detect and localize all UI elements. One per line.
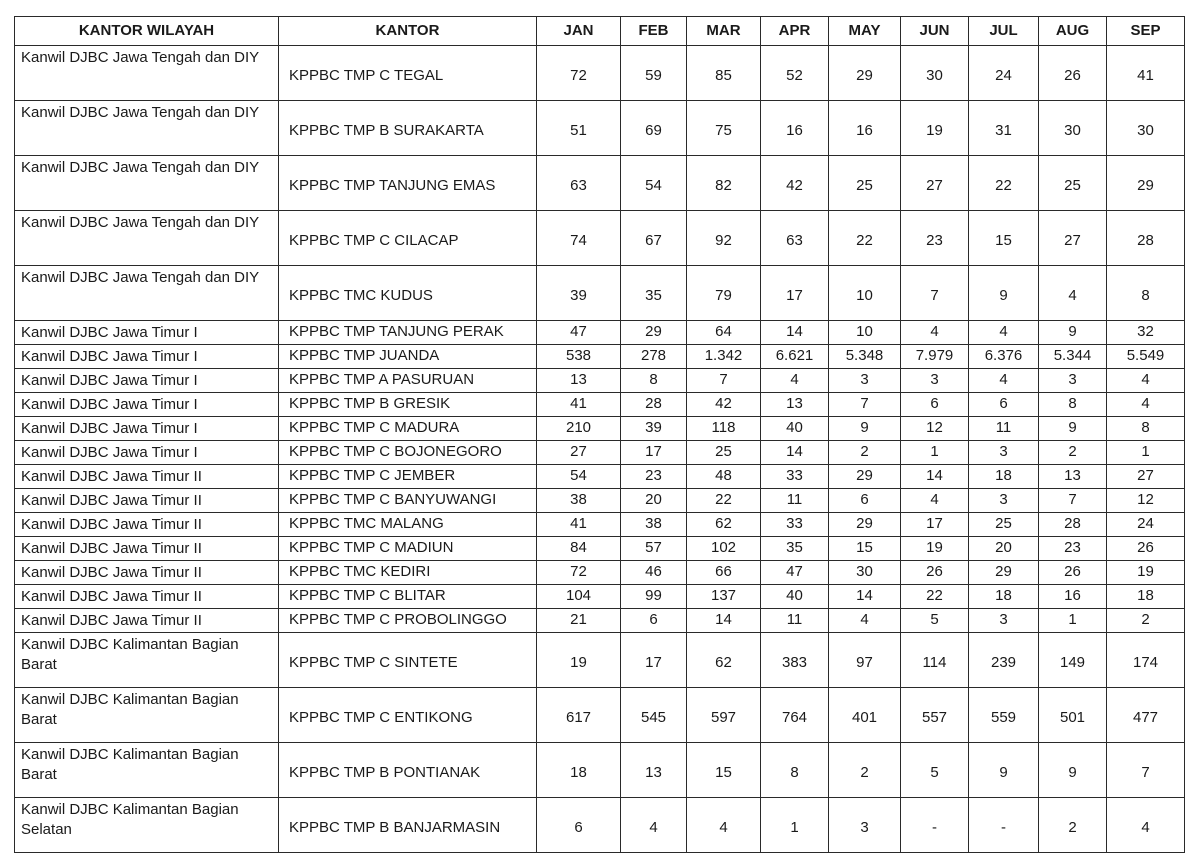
month-value-cell: 1 [901,441,969,465]
kantor-wilayah-cell: Kanwil DJBC Kalimantan Bagian Selatan [15,798,279,853]
kantor-cell: KPPBC TMP C CILACAP [279,211,537,266]
month-value-cell: 13 [537,369,621,393]
month-value-cell: 54 [621,156,687,211]
month-value-cell: 14 [761,441,829,465]
month-value-cell: 29 [621,321,687,345]
month-value-cell: 29 [829,46,901,101]
month-value-cell: 545 [621,688,687,743]
month-value-cell: 559 [969,688,1039,743]
month-value-cell: 28 [1107,211,1185,266]
month-value-cell: 4 [829,609,901,633]
month-value-cell: 59 [621,46,687,101]
month-value-cell: 3 [1039,369,1107,393]
month-value-cell: 3 [829,369,901,393]
month-value-cell: 51 [537,101,621,156]
month-value-cell: 41 [1107,46,1185,101]
month-value-cell: 18 [969,465,1039,489]
header-cell: APR [761,17,829,46]
month-value-cell: 47 [537,321,621,345]
kantor-wilayah-cell: Kanwil DJBC Jawa Timur I [15,369,279,393]
month-value-cell: 114 [901,633,969,688]
kantor-wilayah-cell: Kanwil DJBC Jawa Timur I [15,393,279,417]
month-value-cell: 6 [901,393,969,417]
month-value-cell: 9 [1039,743,1107,798]
month-value-cell: 4 [761,369,829,393]
month-value-cell: 557 [901,688,969,743]
month-value-cell: 16 [829,101,901,156]
month-value-cell: 14 [901,465,969,489]
kantor-wilayah-cell: Kanwil DJBC Jawa Tengah dan DIY [15,156,279,211]
month-value-cell: 7 [829,393,901,417]
month-value-cell: 17 [621,633,687,688]
kantor-cell: KPPBC TMP TANJUNG EMAS [279,156,537,211]
kantor-monthly-table [14,16,1185,853]
month-value-cell: 63 [537,156,621,211]
kantor-cell: KPPBC TMP C MADURA [279,417,537,441]
month-value-cell: 69 [621,101,687,156]
month-value-cell: 22 [829,211,901,266]
month-value-cell: 35 [761,537,829,561]
month-value-cell: 26 [1039,561,1107,585]
month-value-cell: 97 [829,633,901,688]
month-value-cell: 23 [621,465,687,489]
header-cell: AUG [1039,17,1107,46]
month-value-cell: 2 [829,743,901,798]
month-value-cell: 30 [1107,101,1185,156]
table-row [15,743,1185,798]
month-value-cell: 63 [761,211,829,266]
kantor-wilayah-cell: Kanwil DJBC Jawa Timur II [15,465,279,489]
month-value-cell: 9 [829,417,901,441]
table-row [15,266,1185,321]
month-value-cell: 14 [761,321,829,345]
month-value-cell: 11 [761,489,829,513]
month-value-cell: 15 [829,537,901,561]
month-value-cell: 4 [621,798,687,853]
table-row [15,156,1185,211]
kantor-wilayah-cell: Kanwil DJBC Jawa Timur I [15,441,279,465]
month-value-cell: 79 [687,266,761,321]
kantor-wilayah-cell: Kanwil DJBC Jawa Timur II [15,561,279,585]
month-value-cell: 1 [1107,441,1185,465]
month-value-cell: 41 [537,513,621,537]
month-value-cell: 14 [829,585,901,609]
month-value-cell: 40 [761,585,829,609]
kantor-wilayah-cell: Kanwil DJBC Jawa Timur I [15,417,279,441]
month-value-cell: 3 [969,609,1039,633]
table-row [15,585,1185,609]
month-value-cell: 8 [1107,266,1185,321]
month-value-cell: 3 [829,798,901,853]
month-value-cell: 617 [537,688,621,743]
month-value-cell: 8 [761,743,829,798]
month-value-cell: 40 [761,417,829,441]
month-value-cell: 4 [969,321,1039,345]
kantor-cell: KPPBC TMP C JEMBER [279,465,537,489]
month-value-cell: 1 [1039,609,1107,633]
kantor-wilayah-cell: Kanwil DJBC Jawa Tengah dan DIY [15,101,279,156]
month-value-cell: 26 [1039,46,1107,101]
month-value-cell: 7 [1039,489,1107,513]
month-value-cell: 401 [829,688,901,743]
month-value-cell: 26 [1107,537,1185,561]
month-value-cell: 137 [687,585,761,609]
month-value-cell: 6.376 [969,345,1039,369]
table-row [15,688,1185,743]
month-value-cell: 24 [1107,513,1185,537]
table-row [15,561,1185,585]
month-value-cell: 23 [901,211,969,266]
month-value-cell: 54 [537,465,621,489]
kantor-cell: KPPBC TMC KUDUS [279,266,537,321]
month-value-cell: 48 [687,465,761,489]
month-value-cell: 17 [901,513,969,537]
month-value-cell: 9 [1039,417,1107,441]
month-value-cell: 4 [1039,266,1107,321]
kantor-cell: KPPBC TMP C MADIUN [279,537,537,561]
month-value-cell: 30 [1039,101,1107,156]
month-value-cell: 41 [537,393,621,417]
kantor-cell: KPPBC TMP C PROBOLINGGO [279,609,537,633]
month-value-cell: 3 [969,441,1039,465]
month-value-cell: 4 [1107,798,1185,853]
month-value-cell: 8 [1107,417,1185,441]
month-value-cell: 84 [537,537,621,561]
month-value-cell: 27 [537,441,621,465]
kantor-cell: KPPBC TMP C BANYUWANGI [279,489,537,513]
table-row [15,101,1185,156]
month-value-cell: 10 [829,321,901,345]
header-cell: MAY [829,17,901,46]
month-value-cell: 6 [621,609,687,633]
month-value-cell: 210 [537,417,621,441]
header-cell: FEB [621,17,687,46]
kantor-wilayah-cell: Kanwil DJBC Kalimantan Bagian Barat [15,743,279,798]
kantor-cell: KPPBC TMP C TEGAL [279,46,537,101]
month-value-cell: 538 [537,345,621,369]
month-value-cell: 15 [687,743,761,798]
month-value-cell: 16 [761,101,829,156]
month-value-cell: 52 [761,46,829,101]
kantor-wilayah-cell: Kanwil DJBC Jawa Timur II [15,489,279,513]
month-value-cell: 12 [901,417,969,441]
kantor-wilayah-cell: Kanwil DJBC Jawa Tengah dan DIY [15,211,279,266]
month-value-cell: 104 [537,585,621,609]
month-value-cell: 13 [1039,465,1107,489]
month-value-cell: 21 [537,609,621,633]
month-value-cell: 14 [687,609,761,633]
month-value-cell: 6 [537,798,621,853]
month-value-cell: 22 [687,489,761,513]
month-value-cell: 7.979 [901,345,969,369]
month-value-cell: 4 [1107,369,1185,393]
month-value-cell: 22 [969,156,1039,211]
month-value-cell: 62 [687,633,761,688]
month-value-cell: 66 [687,561,761,585]
header-cell: JAN [537,17,621,46]
month-value-cell: 1.342 [687,345,761,369]
month-value-cell: 27 [901,156,969,211]
month-value-cell: 99 [621,585,687,609]
month-value-cell: 27 [1039,211,1107,266]
header-cell: KANTOR WILAYAH [15,17,279,46]
month-value-cell: 501 [1039,688,1107,743]
month-value-cell: 38 [621,513,687,537]
month-value-cell: 2 [1039,798,1107,853]
month-value-cell: 25 [1039,156,1107,211]
month-value-cell: 5.344 [1039,345,1107,369]
month-value-cell: 74 [537,211,621,266]
table-row [15,417,1185,441]
month-value-cell: 2 [1039,441,1107,465]
kantor-wilayah-cell: Kanwil DJBC Kalimantan Bagian Barat [15,633,279,688]
month-value-cell: 4 [901,321,969,345]
kantor-cell: KPPBC TMP JUANDA [279,345,537,369]
month-value-cell: 18 [969,585,1039,609]
month-value-cell: 13 [761,393,829,417]
header-cell: JUL [969,17,1039,46]
month-value-cell: 1 [761,798,829,853]
month-value-cell: 4 [687,798,761,853]
month-value-cell: 42 [761,156,829,211]
month-value-cell: 4 [901,489,969,513]
month-value-cell: 46 [621,561,687,585]
month-value-cell: 29 [829,465,901,489]
month-value-cell: 102 [687,537,761,561]
month-value-cell: 33 [761,513,829,537]
month-value-cell: 13 [621,743,687,798]
month-value-cell: 20 [621,489,687,513]
month-value-cell: 47 [761,561,829,585]
month-value-cell: 72 [537,561,621,585]
month-value-cell: 39 [621,417,687,441]
month-value-cell: 16 [1039,585,1107,609]
month-value-cell: 9 [969,266,1039,321]
month-value-cell: 82 [687,156,761,211]
kantor-wilayah-cell: Kanwil DJBC Jawa Timur II [15,513,279,537]
month-value-cell: 17 [621,441,687,465]
month-value-cell: 764 [761,688,829,743]
month-value-cell: 9 [969,743,1039,798]
month-value-cell: 92 [687,211,761,266]
month-value-cell: 10 [829,266,901,321]
month-value-cell: 67 [621,211,687,266]
month-value-cell: 7 [1107,743,1185,798]
month-value-cell: 597 [687,688,761,743]
month-value-cell: 28 [621,393,687,417]
kantor-wilayah-cell: Kanwil DJBC Jawa Timur II [15,537,279,561]
month-value-cell: 38 [537,489,621,513]
month-value-cell: 19 [901,101,969,156]
month-value-cell: 174 [1107,633,1185,688]
kantor-cell: KPPBC TMP C BOJONEGORO [279,441,537,465]
month-value-cell: 149 [1039,633,1107,688]
kantor-cell: KPPBC TMP B BANJARMASIN [279,798,537,853]
table-row [15,633,1185,688]
kantor-cell: KPPBC TMP C SINTETE [279,633,537,688]
kantor-wilayah-cell: Kanwil DJBC Jawa Timur II [15,609,279,633]
kantor-wilayah-cell: Kanwil DJBC Kalimantan Bagian Barat [15,688,279,743]
month-value-cell: 27 [1107,465,1185,489]
month-value-cell: 7 [687,369,761,393]
month-value-cell: 17 [761,266,829,321]
month-value-cell: 29 [1107,156,1185,211]
kantor-cell: KPPBC TMP B GRESIK [279,393,537,417]
month-value-cell: 6.621 [761,345,829,369]
table-row [15,609,1185,633]
month-value-cell: 24 [969,46,1039,101]
table-row [15,537,1185,561]
month-value-cell: 30 [829,561,901,585]
month-value-cell: 18 [1107,585,1185,609]
kantor-cell: KPPBC TMP A PASURUAN [279,369,537,393]
month-value-cell: 57 [621,537,687,561]
month-value-cell: 31 [969,101,1039,156]
month-value-cell: 26 [901,561,969,585]
month-value-cell: 29 [829,513,901,537]
month-value-cell: 11 [761,609,829,633]
month-value-cell: 30 [901,46,969,101]
table-row [15,345,1185,369]
month-value-cell: 11 [969,417,1039,441]
month-value-cell: 25 [687,441,761,465]
month-value-cell: 35 [621,266,687,321]
month-value-cell: 4 [969,369,1039,393]
kantor-cell: KPPBC TMP TANJUNG PERAK [279,321,537,345]
table-row [15,465,1185,489]
month-value-cell: 22 [901,585,969,609]
month-value-cell: - [969,798,1039,853]
kantor-cell: KPPBC TMP B PONTIANAK [279,743,537,798]
month-value-cell: 2 [1107,609,1185,633]
table-row [15,489,1185,513]
month-value-cell: 29 [969,561,1039,585]
table-row [15,513,1185,537]
kantor-wilayah-cell: Kanwil DJBC Jawa Tengah dan DIY [15,266,279,321]
month-value-cell: 23 [1039,537,1107,561]
header-cell: MAR [687,17,761,46]
month-value-cell: 5.549 [1107,345,1185,369]
month-value-cell: 7 [901,266,969,321]
month-value-cell: 5.348 [829,345,901,369]
kantor-wilayah-cell: Kanwil DJBC Jawa Timur II [15,585,279,609]
month-value-cell: 18 [537,743,621,798]
month-value-cell: 33 [761,465,829,489]
month-value-cell: 32 [1107,321,1185,345]
month-value-cell: 278 [621,345,687,369]
month-value-cell: 19 [1107,561,1185,585]
kantor-cell: KPPBC TMP C ENTIKONG [279,688,537,743]
month-value-cell: 75 [687,101,761,156]
month-value-cell: 19 [901,537,969,561]
header-cell: JUN [901,17,969,46]
month-value-cell: 25 [969,513,1039,537]
month-value-cell: 3 [901,369,969,393]
kantor-wilayah-cell: Kanwil DJBC Jawa Timur I [15,321,279,345]
kantor-cell: KPPBC TMC KEDIRI [279,561,537,585]
month-value-cell: 28 [1039,513,1107,537]
month-value-cell: 6 [829,489,901,513]
kantor-wilayah-cell: Kanwil DJBC Jawa Tengah dan DIY [15,46,279,101]
table-row [15,441,1185,465]
month-value-cell: 8 [1039,393,1107,417]
month-value-cell: 72 [537,46,621,101]
month-value-cell: 477 [1107,688,1185,743]
month-value-cell: 5 [901,609,969,633]
month-value-cell: 4 [1107,393,1185,417]
table-row [15,321,1185,345]
month-value-cell: 118 [687,417,761,441]
month-value-cell: 239 [969,633,1039,688]
month-value-cell: - [901,798,969,853]
month-value-cell: 39 [537,266,621,321]
kantor-cell: KPPBC TMP C BLITAR [279,585,537,609]
month-value-cell: 9 [1039,321,1107,345]
month-value-cell: 15 [969,211,1039,266]
header-cell: SEP [1107,17,1185,46]
kantor-wilayah-cell: Kanwil DJBC Jawa Timur I [15,345,279,369]
header-row [15,17,1185,46]
kantor-cell: KPPBC TMP B SURAKARTA [279,101,537,156]
month-value-cell: 12 [1107,489,1185,513]
month-value-cell: 62 [687,513,761,537]
month-value-cell: 6 [969,393,1039,417]
table-row [15,211,1185,266]
month-value-cell: 42 [687,393,761,417]
month-value-cell: 383 [761,633,829,688]
month-value-cell: 25 [829,156,901,211]
month-value-cell: 5 [901,743,969,798]
table-row [15,393,1185,417]
kantor-cell: KPPBC TMC MALANG [279,513,537,537]
table-row [15,798,1185,853]
table-row [15,369,1185,393]
month-value-cell: 3 [969,489,1039,513]
month-value-cell: 85 [687,46,761,101]
month-value-cell: 8 [621,369,687,393]
month-value-cell: 19 [537,633,621,688]
month-value-cell: 2 [829,441,901,465]
month-value-cell: 64 [687,321,761,345]
table-row [15,46,1185,101]
header-cell: KANTOR [279,17,537,46]
month-value-cell: 20 [969,537,1039,561]
